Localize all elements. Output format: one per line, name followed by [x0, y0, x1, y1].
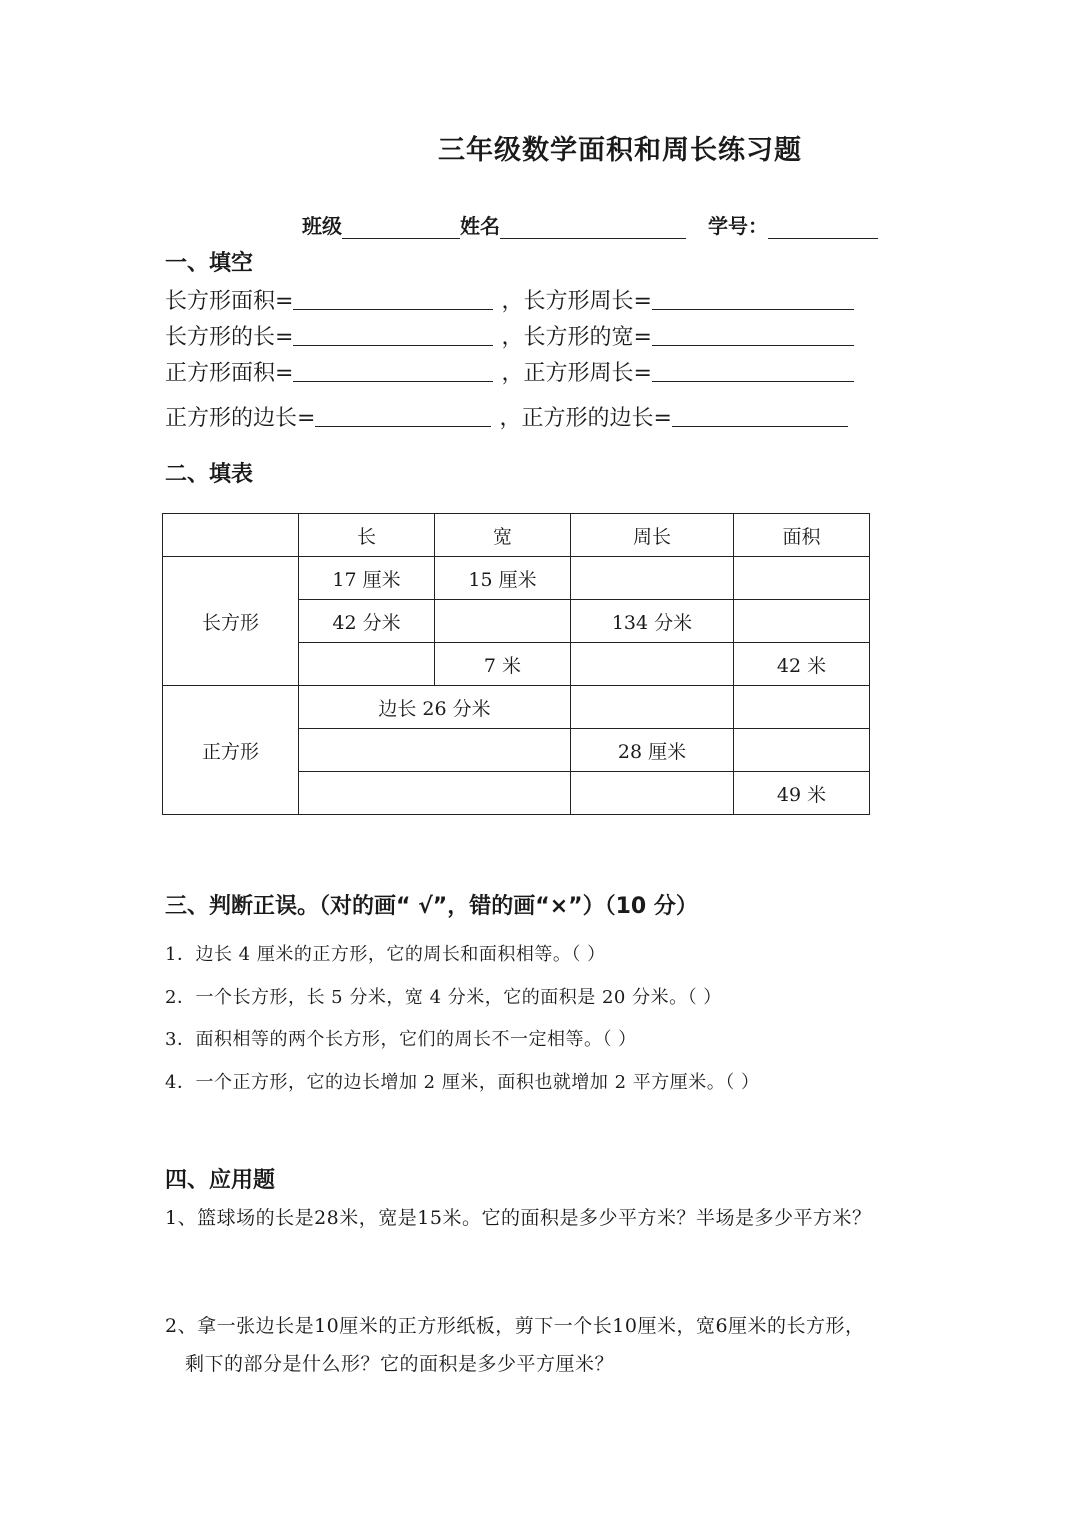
separator: ， — [501, 289, 524, 314]
class-label: 班级 — [302, 214, 342, 238]
table-cell: 15 厘米 — [435, 557, 571, 600]
table-cell[interactable] — [299, 772, 571, 815]
fill-blank[interactable] — [293, 285, 493, 310]
table-cell: 17 厘米 — [299, 557, 435, 600]
fill-blank[interactable] — [672, 402, 848, 427]
fill-row — [165, 401, 848, 432]
table-cell: 42 米 — [734, 643, 870, 686]
name-label: 姓名 — [460, 214, 500, 238]
header-width: 宽 — [435, 514, 571, 557]
application-question-2-line2: 剩下的部分是什么形？它的面积是多少平方厘米？ — [185, 1353, 615, 1375]
student-info — [302, 210, 878, 239]
table-cell: 42 分米 — [299, 600, 435, 643]
id-label: 学号： — [708, 214, 768, 238]
fill-blank[interactable] — [293, 321, 493, 346]
header-length: 长 — [299, 514, 435, 557]
separator: ， — [501, 361, 524, 386]
fill-label: 正方形的边长= — [165, 406, 316, 431]
table-row — [163, 557, 870, 600]
table-cell[interactable] — [299, 729, 571, 772]
judge-item: 2．一个长方形，长 5 分米，宽 4 分米，它的面积是 20 分米。（ ） — [165, 987, 722, 1008]
section1-heading: 一、填空 — [165, 251, 254, 276]
fill-label: 正方形的边长= — [521, 406, 672, 431]
fill-blank[interactable] — [315, 402, 491, 427]
section2-heading: 二、填表 — [165, 462, 254, 487]
table-cell[interactable] — [734, 686, 870, 729]
table-cell[interactable] — [571, 557, 734, 600]
separator: ， — [501, 325, 524, 350]
table-cell[interactable] — [571, 686, 734, 729]
judge-item: 3．面积相等的两个长方形，它们的周长不一定相等。（ ） — [165, 1029, 637, 1050]
table-cell: 7 米 — [435, 643, 571, 686]
fill-label: 长方形的宽= — [523, 325, 652, 350]
fill-row — [165, 356, 854, 387]
table-header-row — [163, 514, 870, 557]
square-label: 正方形 — [163, 686, 299, 815]
judge-item: 1．边长 4 厘米的正方形，它的周长和面积相等。（ ） — [165, 944, 606, 965]
table-cell[interactable] — [734, 557, 870, 600]
table-row — [163, 686, 870, 729]
separator: ， — [499, 406, 522, 431]
fill-label: 长方形周长= — [523, 289, 652, 314]
page-title: 三年级数学面积和周长练习题 — [438, 135, 802, 166]
fill-label: 长方形的长= — [165, 325, 294, 350]
table-cell[interactable] — [734, 729, 870, 772]
class-blank[interactable] — [342, 216, 460, 239]
id-blank[interactable] — [768, 216, 878, 239]
fill-table — [162, 513, 870, 815]
fill-blank[interactable] — [652, 285, 854, 310]
application-question-1: 1、篮球场的长是28米，宽是15米。它的面积是多少平方米？半场是多少平方米？ — [165, 1207, 872, 1229]
fill-label: 正方形周长= — [523, 361, 652, 386]
table-cell[interactable] — [299, 643, 435, 686]
table-cell[interactable] — [571, 643, 734, 686]
fill-blank[interactable] — [293, 357, 493, 382]
header-area: 面积 — [734, 514, 870, 557]
section3-heading: 三、判断正误。（对的画“ √”，错的画“×”）（10 分） — [165, 894, 698, 919]
table-cell: 49 米 — [734, 772, 870, 815]
table-corner-cell — [163, 514, 299, 557]
rectangle-label: 长方形 — [163, 557, 299, 686]
fill-row — [165, 320, 854, 351]
header-perimeter: 周长 — [571, 514, 734, 557]
table-cell: 边长 26 分米 — [299, 686, 571, 729]
fill-row — [165, 284, 854, 315]
fill-blank[interactable] — [652, 357, 854, 382]
fill-label: 正方形面积= — [165, 361, 294, 386]
section4-heading: 四、应用题 — [165, 1168, 276, 1193]
fill-blank[interactable] — [652, 321, 854, 346]
fill-label: 长方形面积= — [165, 289, 294, 314]
table-cell: 134 分米 — [571, 600, 734, 643]
table-cell[interactable] — [435, 600, 571, 643]
name-blank[interactable] — [500, 216, 686, 239]
table-cell[interactable] — [571, 772, 734, 815]
table-cell[interactable] — [734, 600, 870, 643]
judge-item: 4．一个正方形，它的边长增加 2 厘米，面积也就增加 2 平方厘米。（ ） — [165, 1072, 760, 1093]
table-cell: 28 厘米 — [571, 729, 734, 772]
application-question-2-line1: 2、拿一张边长是10厘米的正方形纸板，剪下一个长10厘米，宽6厘米的长方形， — [165, 1315, 865, 1337]
